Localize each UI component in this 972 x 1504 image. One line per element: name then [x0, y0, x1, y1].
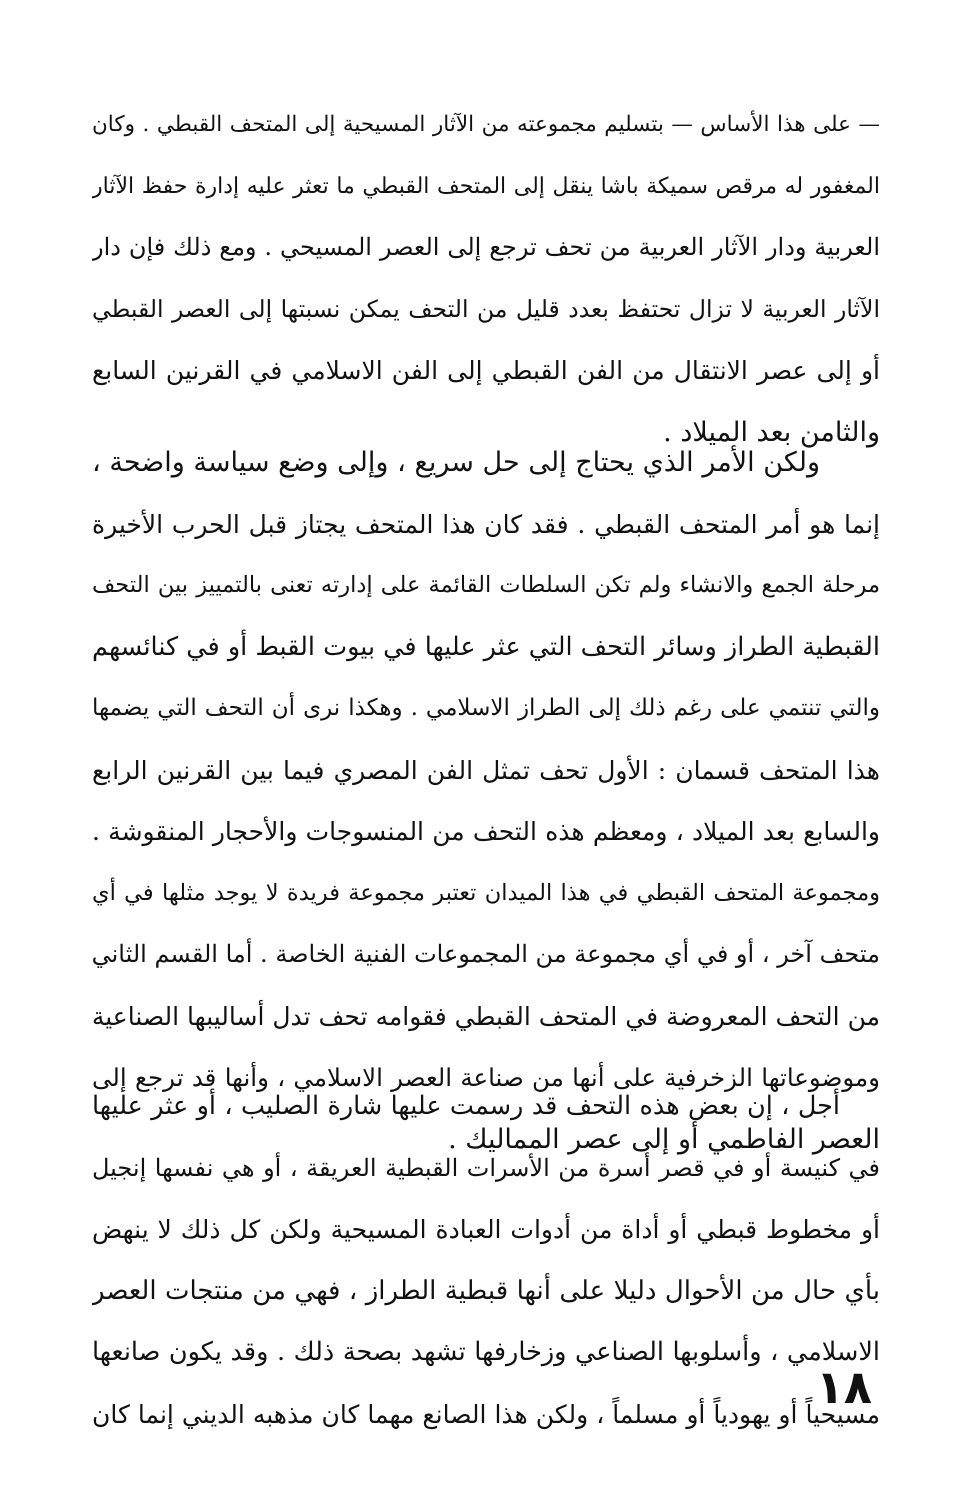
text-line: مسيحياً أو يهودياً أو مسلماً ، ولكن هذا الصانع مهما كان مذهبه الديني إنما كان [92, 1399, 880, 1429]
text-line: بأي حال من الأحوال دليلا على أنها قبطية الطراز ، فهي من منتجات العصر [92, 1275, 880, 1306]
text-line: — على هذا الأساس — بتسليم مجموعته من الآثار المسيحية إلى المتحف القبطي . وكان [92, 112, 880, 137]
text-line: القبطية الطراز وسائر التحف التي عثر عليها في بيوت القبط أو في كنائسهم [92, 631, 880, 662]
page-number: ١٨ [815, 1360, 872, 1414]
text-line: العصر الفاطمي أو إلى عصر المماليك . [448, 1123, 880, 1155]
text-line: أجل ، إن بعض هذه التحف قد رسمت عليها شارة الصليب ، أو عثر عليها [92, 1091, 840, 1121]
text-line: وموضوعاتها الزخرفية على أنها من صناعة العصر الاسلامي ، وأنها قد ترجع إلى [92, 1063, 880, 1092]
paragraph-3 [92, 1076, 880, 1445]
text-line: من التحف المعروضة في المتحف القبطي فقوامه تحف تدل أساليبها الصناعية [92, 1001, 880, 1031]
text-line: والتي تنتمي على رغم ذلك إلى الطراز الاسلامي . وهكذا نرى أن التحف التي يضمها [92, 695, 880, 721]
text-line: الاسلامي ، وأسلوبها الصناعي وزخارفها تشهد بصحة ذلك . وقد يكون صانعها [92, 1337, 880, 1367]
paragraph-1 [92, 94, 880, 463]
text-line: ومجموعة المتحف القبطي في هذا الميدان تعتبر مجموعة فريدة لا يوجد مثلها في أي [92, 879, 880, 906]
text-line: ولكن الأمر الذي يحتاج إلى حل سريع ، وإلى وضع سياسة واضحة ، [92, 447, 820, 478]
text-line: العربية ودار الآثار العربية من تحف ترجع إلى العصر المسيحي . ومع ذلك فإن دار [92, 233, 880, 261]
text-line: هذا المتحف قسمان : الأول تحف تمثل الفن المصري فيما بين القرنين الرابع [92, 755, 880, 785]
text-line: مرحلة الجمع والانشاء ولم تكن السلطات القائمة على إدارته تعنى بالتمييز بين التحف [92, 572, 880, 598]
text-line: أو مخطوط قبطي أو أداة من أدوات العبادة المسيحية ولكن كل ذلك لا ينهض [92, 1215, 880, 1244]
text-line: الآثار العربية لا تزال تحتفظ بعدد قليل من التحف يمكن نسبتها إلى العصر القبطي [92, 294, 880, 323]
text-line: في كنيسة أو في قصر أسرة من الأسرات القبطية العريقة ، أو هي نفسها إنجيل [92, 1153, 880, 1182]
text-line: إنما هو أمر المتحف القبطي . فقد كان هذا المتحف يجتاز قبل الحرب الأخيرة [92, 509, 880, 539]
text-line: المغفور له مرقص سميكة باشا ينقل إلى المتحف القبطي ما تعثر عليه إدارة حفظ الآثار [92, 173, 880, 199]
text-line: والثامن بعد الميلاد . [663, 416, 880, 448]
text-line: والسابع بعد الميلاد ، ومعظم هذه التحف من المنسوجات والأحجار المنقوشة . [92, 817, 880, 846]
text-line: أو إلى عصر الانتقال من الفن القبطي إلى الفن الاسلامي في القرنين السابع [92, 356, 880, 385]
text-line: متحف آخر ، أو في أي مجموعة من المجموعات الفنية الخاصة . أما القسم الثاني [92, 940, 880, 968]
paragraph-2 [92, 432, 880, 1170]
